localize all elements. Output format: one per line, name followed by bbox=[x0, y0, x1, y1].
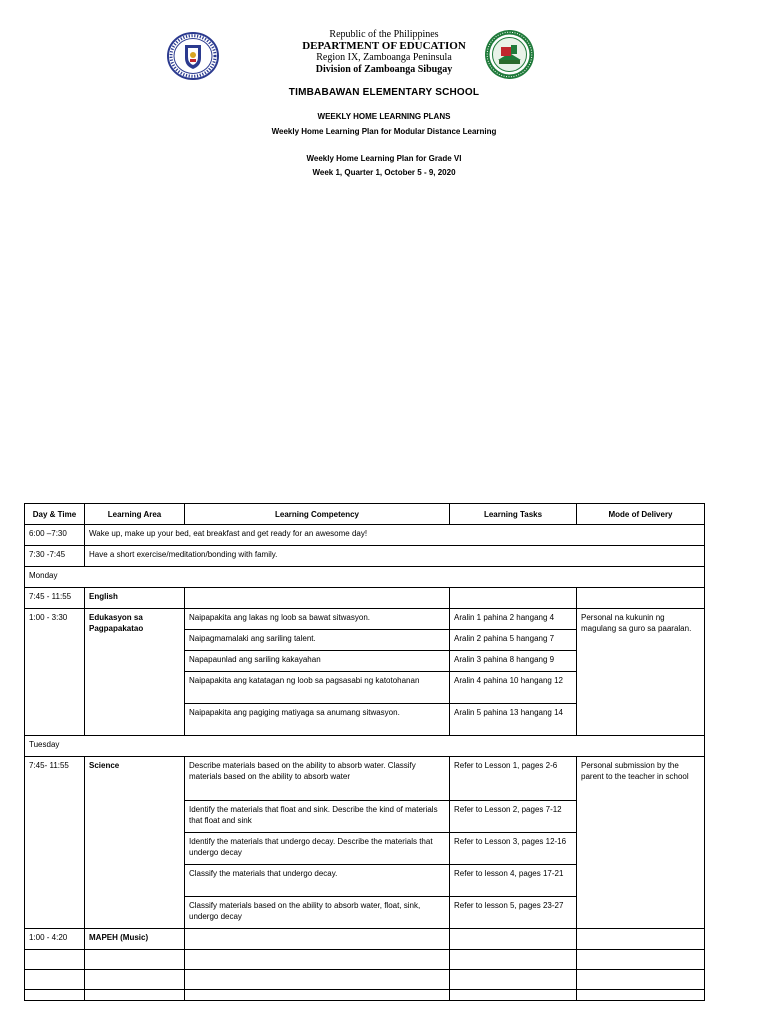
empty-cell bbox=[450, 950, 577, 970]
empty-cell bbox=[85, 970, 185, 990]
empty-cell bbox=[185, 990, 450, 1001]
plan-title: WEEKLY HOME LEARNING PLANS bbox=[317, 112, 451, 121]
task-cell: Refer to Lesson 3, pages 12-16 bbox=[450, 833, 577, 865]
table-row bbox=[25, 929, 705, 950]
empty-cell bbox=[577, 588, 705, 609]
empty-cell bbox=[185, 970, 450, 990]
empty-cell bbox=[450, 588, 577, 609]
competency-cell: Naipagmamalaki ang sariling talent. bbox=[185, 630, 450, 651]
routine-text: Have a short exercise/meditation/bonding with family. bbox=[85, 546, 705, 567]
header-learning-tasks: Learning Tasks bbox=[450, 504, 577, 525]
empty-cell bbox=[25, 950, 85, 970]
empty-cell bbox=[450, 970, 577, 990]
republic-line: Republic of the Philippines bbox=[329, 29, 439, 40]
empty-cell bbox=[577, 950, 705, 970]
task-cell: Aralin 5 pahina 13 hangang 14 bbox=[450, 704, 577, 736]
competency-cell: Naipapakita ang lakas ng loob sa bawat sitwasyon. bbox=[185, 609, 450, 630]
task-cell: Aralin 4 pahina 10 hangang 12 bbox=[450, 672, 577, 704]
table-row bbox=[25, 990, 705, 1001]
task-cell: Aralin 2 pahina 5 hangang 7 bbox=[450, 630, 577, 651]
routine-text: Wake up, make up your bed, eat breakfast and get ready for an awesome day! bbox=[85, 525, 705, 546]
mapeh-area: MAPEH (Music) bbox=[85, 929, 185, 950]
task-cell: Refer to lesson 4, pages 17-21 bbox=[450, 865, 577, 897]
empty-cell bbox=[577, 929, 705, 950]
esp-time: 1:00 - 3:30 bbox=[25, 609, 85, 736]
table-row bbox=[25, 757, 705, 801]
science-area: Science bbox=[85, 757, 185, 929]
header-day-time: Day & Time bbox=[25, 504, 85, 525]
department-line: DEPARTMENT OF EDUCATION bbox=[302, 40, 466, 52]
empty-cell bbox=[85, 990, 185, 1001]
competency-cell: Naipapakita ang pagiging matiyaga sa anumang sitwasyon. bbox=[185, 704, 450, 736]
task-cell: Refer to Lesson 2, pages 7-12 bbox=[450, 801, 577, 833]
header-learning-area: Learning Area bbox=[85, 504, 185, 525]
esp-delivery: Personal na kukunin ng magulang sa guro sa paaralan. bbox=[577, 609, 705, 736]
task-cell: Aralin 3 pahina 8 hangang 9 bbox=[450, 651, 577, 672]
empty-cell bbox=[25, 990, 85, 1001]
competency-cell: Classify materials based on the ability to absorb water, float, sink, undergo decay bbox=[185, 897, 450, 929]
task-cell: Aralin 1 pahina 2 hangang 4 bbox=[450, 609, 577, 630]
science-time: 7:45- 11:55 bbox=[25, 757, 85, 929]
empty-cell bbox=[577, 990, 705, 1001]
empty-cell bbox=[185, 950, 450, 970]
competency-cell: Describe materials based on the ability to absorb water. Classify materials based on the ability to absorb water bbox=[185, 757, 450, 801]
empty-cell bbox=[450, 990, 577, 1001]
table-row bbox=[25, 609, 705, 630]
routine-time: 6:00 –7:30 bbox=[25, 525, 85, 546]
table-row bbox=[25, 950, 705, 970]
competency-cell: Identify the materials that undergo decay. Describe the materials that undergo decay bbox=[185, 833, 450, 865]
empty-cell bbox=[450, 929, 577, 950]
day-label: Tuesday bbox=[25, 736, 705, 757]
empty-cell bbox=[185, 588, 450, 609]
routine-time: 7:30 -7:45 bbox=[25, 546, 85, 567]
esp-area: Edukasyon sa Pagpapakatao bbox=[85, 609, 185, 736]
learning-plan-table bbox=[24, 503, 705, 1001]
table-row bbox=[25, 525, 705, 546]
competency-cell: Naipapakita ang katatagan ng loob sa pagsasabi ng katotohanan bbox=[185, 672, 450, 704]
day-row-tuesday bbox=[25, 736, 705, 757]
mapeh-time: 1:00 - 4:20 bbox=[25, 929, 85, 950]
task-cell: Refer to lesson 5, pages 23-27 bbox=[450, 897, 577, 929]
empty-cell bbox=[25, 970, 85, 990]
english-time: 7:45 - 11:55 bbox=[25, 588, 85, 609]
competency-cell: Identify the materials that float and sink. Describe the kind of materials that float and sink bbox=[185, 801, 450, 833]
plan-subtitle: Weekly Home Learning Plan for Modular Distance Learning bbox=[271, 127, 497, 136]
english-area: English bbox=[85, 588, 185, 609]
school-name: TIMBABAWAN ELEMENTARY SCHOOL bbox=[288, 87, 480, 98]
science-delivery: Personal submission by the parent to the teacher in school bbox=[577, 757, 705, 929]
division-line: Division of Zamboanga Sibugay bbox=[315, 64, 453, 75]
region-line: Region IX, Zamboanga Peninsula bbox=[316, 52, 452, 63]
grade-line: Weekly Home Learning Plan for Grade VI bbox=[306, 154, 462, 163]
day-label: Monday bbox=[25, 567, 705, 588]
competency-cell: Classify the materials that undergo decay. bbox=[185, 865, 450, 897]
task-cell: Refer to Lesson 1, pages 2-6 bbox=[450, 757, 577, 801]
header-learning-competency: Learning Competency bbox=[185, 504, 450, 525]
empty-cell bbox=[185, 929, 450, 950]
day-row-monday bbox=[25, 567, 705, 588]
empty-cell bbox=[85, 950, 185, 970]
document-header bbox=[0, 0, 768, 200]
empty-cell bbox=[577, 970, 705, 990]
table-header-row bbox=[25, 504, 705, 525]
header-mode-of-delivery: Mode of Delivery bbox=[577, 504, 705, 525]
table-row bbox=[25, 588, 705, 609]
competency-cell: Napapaunlad ang sariling kakayahan bbox=[185, 651, 450, 672]
table-row bbox=[25, 546, 705, 567]
week-line: Week 1, Quarter 1, October 5 - 9, 2020 bbox=[312, 168, 456, 177]
table-row bbox=[25, 970, 705, 990]
